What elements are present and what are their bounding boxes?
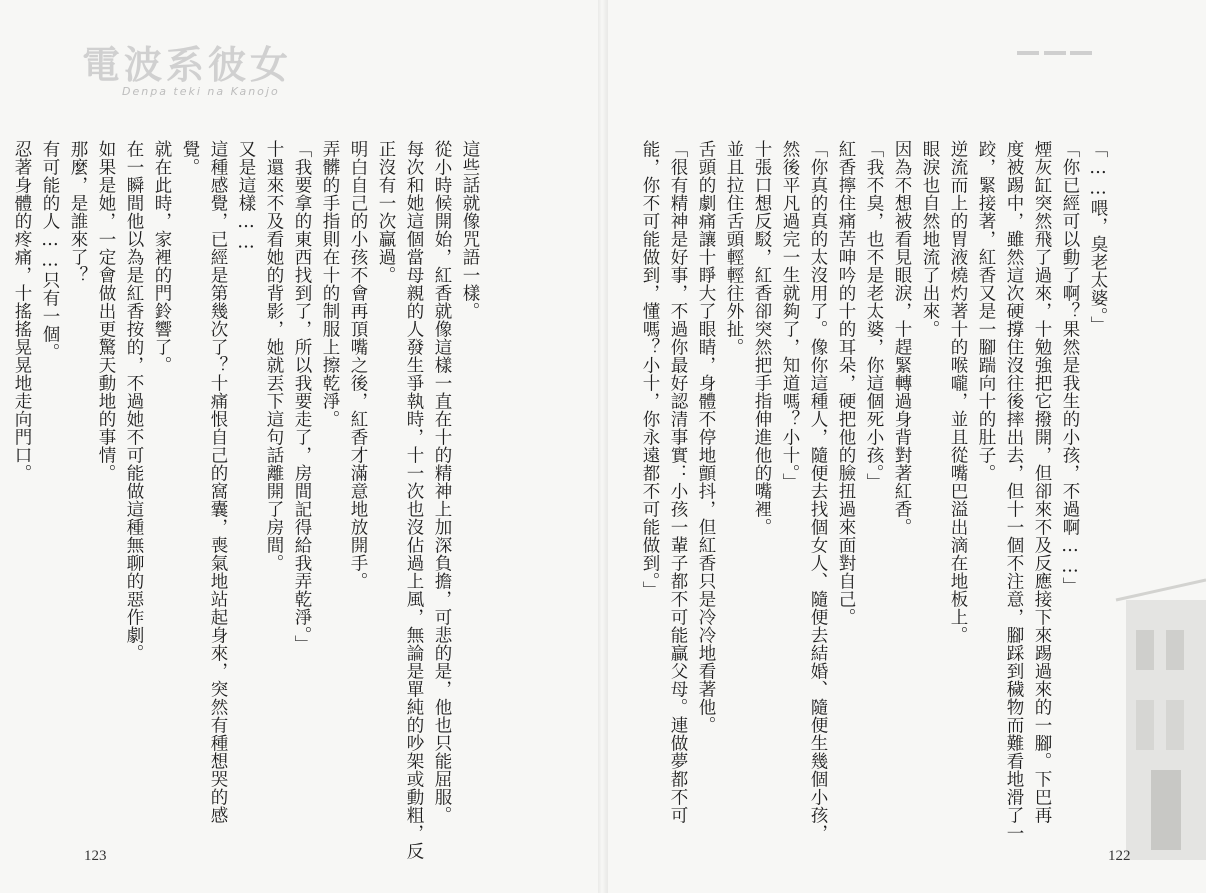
text-line: 度被踢中，雖然這次硬撐住沒往後摔出去，但十一個不注意，腳踩到穢物而難看地滑了一 xyxy=(1004,140,1024,842)
text-line: 有可能的人……只有一個。 xyxy=(40,140,60,361)
text-line: 就在此時，家裡的門鈴響了。 xyxy=(152,140,172,374)
text-line: 跤，緊接著，紅香又是一腳踹向十的肚子。 xyxy=(976,140,996,482)
text-line: 紅香擰住痛苦呻吟的十的耳朵，硬把他的臉扭過來面對自己。 xyxy=(836,140,856,626)
header-mark xyxy=(1044,51,1066,55)
text-line: 覺。 xyxy=(180,140,200,176)
text-line: 十還來不及看她的背影，她就丟下這句話離開了房間。 xyxy=(264,140,284,572)
text-line: 並且拉住舌頭輕輕往外扯。 xyxy=(724,140,744,356)
text-line: 逆流而上的胃液燒灼著十的喉嚨，並且從嘴巴溢出滴在地板上。 xyxy=(948,140,968,644)
series-logo xyxy=(82,34,292,98)
header-mark xyxy=(1017,51,1039,55)
building-sketch-illustration xyxy=(1106,560,1206,860)
text-line: 從小時候開始，紅香就像這樣一直在十的精神上加深負擔，可悲的是，他也只能屈服。 xyxy=(432,140,452,824)
text-line: 這些話就像咒語一樣。 xyxy=(460,140,480,320)
text-line: 如果是她，一定會做出更驚天動地的事情。 xyxy=(96,140,116,482)
text-line: 忍著身體的疼痛，十搖搖晃晃地走向門口。 xyxy=(12,140,32,482)
text-line: 又是這樣…… xyxy=(236,140,256,253)
header-mark xyxy=(1070,51,1092,55)
logo-subtitle: Denpa teki na Kanojo xyxy=(122,85,280,98)
text-line: 十張口想反駁，紅香卻突然把手指伸進他的嘴裡。 xyxy=(752,140,772,536)
text-line: 「你真的真的太沒用了。像你這種人，隨便去找個女人、隨便去結婚、隨便生幾個小孩， xyxy=(808,140,828,842)
text-line: 這種感覺，已經是第幾次了？十痛恨自己的窩囊，喪氣地站起身來，突然有種想哭的感 xyxy=(208,140,228,824)
right-page-text xyxy=(636,140,1112,840)
text-line: 明白自己的小孩不會再頂嘴之後，紅香才滿意地放開手。 xyxy=(348,140,368,590)
text-line: 「很有精神是好事，不過你最好認清事實：小孩一輩子都不可能贏父母。連做夢都不可 xyxy=(668,140,688,824)
text-line: 正沒有一次贏過。 xyxy=(376,140,396,284)
text-line: 煙灰缸突然飛了過來，十勉強把它撥開，但卻來不及反應接下來踢過來的一腳。下巴再 xyxy=(1032,140,1052,824)
text-line: 因為不想被看見眼淚，十趕緊轉過身背對著紅香。 xyxy=(892,140,912,536)
text-line: 在一瞬間他以為是紅香按的，不過她不可能做這種無聊的惡作劇。 xyxy=(124,140,144,662)
running-header-decoration xyxy=(1015,48,1095,76)
logo-title: 電波系彼女 xyxy=(82,43,293,87)
text-line: 能，你不可能做到，懂嗎？小十，你永遠都不可能做到。」 xyxy=(640,140,660,600)
text-line: 「我不臭，也不是老太婆，你這個死小孩。」 xyxy=(864,140,884,492)
text-line: 眼淚也自然地流了出來。 xyxy=(920,140,940,338)
text-line: 舌頭的劇痛讓十睜大了眼睛，身體不停地顫抖，但紅香只是冷冷地看著他。 xyxy=(696,140,716,734)
text-line: 那麼，是誰來了？ xyxy=(68,140,88,284)
text-line: 「你已經可以動了啊？果然是我生的小孩，不過啊……」 xyxy=(1060,140,1080,595)
text-line: 「……喂，臭老太婆。」 xyxy=(1088,140,1108,335)
text-line: 然後平凡過完一生就夠了，知道嗎？小十。」 xyxy=(780,140,800,492)
page-number-left: 123 xyxy=(84,848,107,864)
text-line: 「我要拿的東西找到了，所以我要走了，房間記得給我弄乾淨。」 xyxy=(292,140,312,654)
text-line: 每次和她這個當母親的人發生爭執時，十一次也沒佔過上風，無論是單純的吵架或動粗，反 xyxy=(404,140,424,860)
page-gutter xyxy=(598,0,608,893)
text-line: 弄髒的手指則在十的制服上擦乾淨。 xyxy=(320,140,340,428)
page-number-right: 122 xyxy=(1108,848,1131,864)
